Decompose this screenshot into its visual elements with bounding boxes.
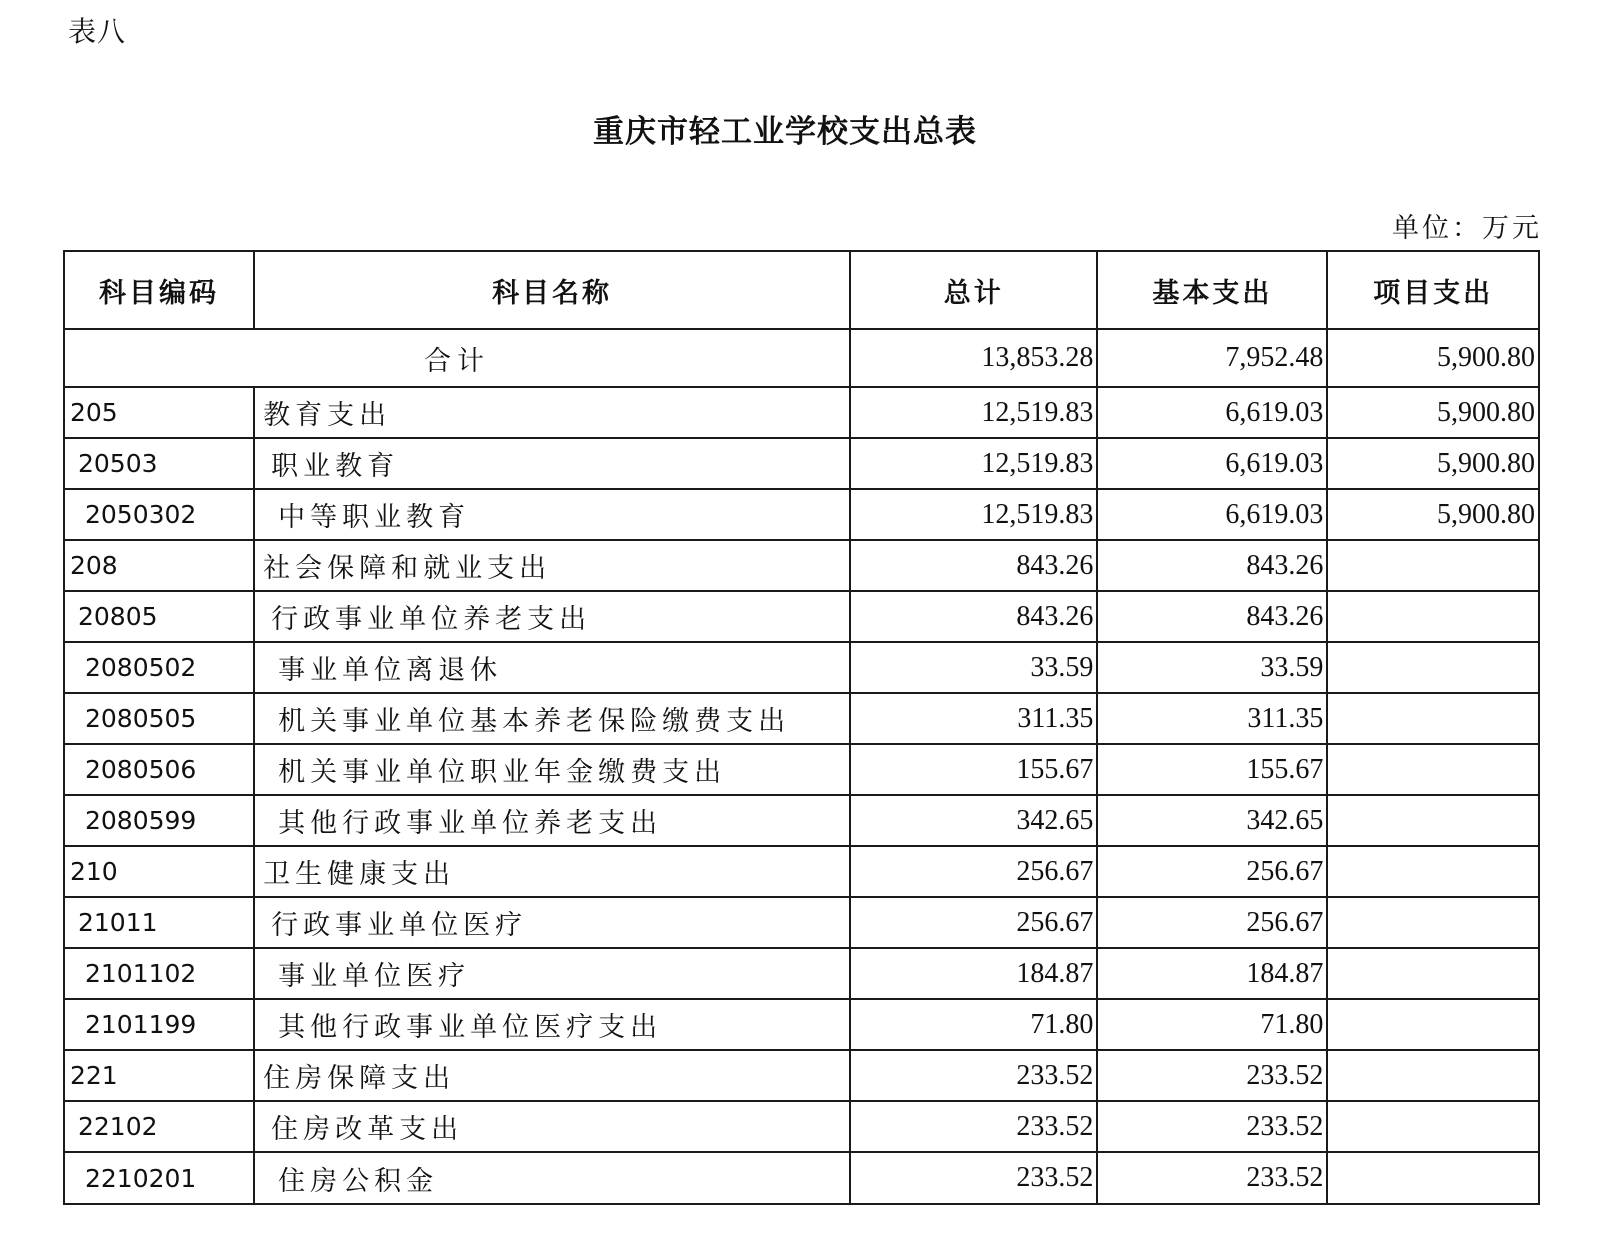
name-cell: 其他行政事业单位养老支出: [254, 795, 850, 846]
table-row: [64, 489, 1539, 540]
name-cell: 中等职业教育: [254, 489, 850, 540]
total-cell: 12,519.83: [850, 387, 1097, 438]
basic-cell: 33.59: [1097, 642, 1327, 693]
total-cell: 71.80: [850, 999, 1097, 1050]
table-row: [64, 1101, 1539, 1152]
code-cell: 210: [64, 846, 254, 897]
name-cell: 机关事业单位基本养老保险缴费支出: [254, 693, 850, 744]
table-row: [64, 999, 1539, 1050]
project-cell: [1327, 948, 1539, 999]
project-cell: [1327, 591, 1539, 642]
project-cell: [1327, 1152, 1539, 1204]
name-cell: 教育支出: [254, 387, 850, 438]
table-number-label: 表八: [68, 17, 127, 48]
table-row: [64, 540, 1539, 591]
name-cell: 住房保障支出: [254, 1050, 850, 1101]
basic-cell: 71.80: [1097, 999, 1327, 1050]
name-cell: 卫生健康支出: [254, 846, 850, 897]
basic-cell: 6,619.03: [1097, 489, 1327, 540]
total-cell: 12,519.83: [850, 438, 1097, 489]
name-cell: 职业教育: [254, 438, 850, 489]
total-cell: 184.87: [850, 948, 1097, 999]
code-cell: 2101102: [64, 948, 254, 999]
total-cell: 233.52: [850, 1152, 1097, 1204]
total-cell: 311.35: [850, 693, 1097, 744]
name-cell: 机关事业单位职业年金缴费支出: [254, 744, 850, 795]
project-cell: [1327, 897, 1539, 948]
table-row: [64, 438, 1539, 489]
name-cell: 事业单位医疗: [254, 948, 850, 999]
project-cell: [1327, 693, 1539, 744]
code-cell: 2080599: [64, 795, 254, 846]
project-cell: 5,900.80: [1327, 489, 1539, 540]
name-cell: 其他行政事业单位医疗支出: [254, 999, 850, 1050]
column-header-total: 总计: [850, 251, 1097, 329]
column-header-name: 科目名称: [254, 251, 850, 329]
project-cell: [1327, 846, 1539, 897]
code-cell: 20805: [64, 591, 254, 642]
table-row: [64, 948, 1539, 999]
total-cell: 12,519.83: [850, 489, 1097, 540]
total-basic-cell: 7,952.48: [1097, 329, 1327, 387]
basic-cell: 233.52: [1097, 1152, 1327, 1204]
column-header-code: 科目编码: [64, 251, 254, 329]
code-cell: 2050302: [64, 489, 254, 540]
basic-cell: 843.26: [1097, 540, 1327, 591]
code-cell: 2080506: [64, 744, 254, 795]
code-cell: 21011: [64, 897, 254, 948]
basic-cell: 6,619.03: [1097, 387, 1327, 438]
table-row: [64, 1152, 1539, 1204]
total-sum-cell: 13,853.28: [850, 329, 1097, 387]
code-cell: 208: [64, 540, 254, 591]
code-cell: 2101199: [64, 999, 254, 1050]
project-cell: 5,900.80: [1327, 438, 1539, 489]
code-cell: 2210201: [64, 1152, 254, 1204]
project-cell: [1327, 795, 1539, 846]
total-cell: 843.26: [850, 591, 1097, 642]
code-cell: 205: [64, 387, 254, 438]
table-header-row: [64, 251, 1539, 329]
column-header-project: 项目支出: [1327, 251, 1539, 329]
basic-cell: 311.35: [1097, 693, 1327, 744]
name-cell: 社会保障和就业支出: [254, 540, 850, 591]
table-row: [64, 642, 1539, 693]
code-cell: 2080502: [64, 642, 254, 693]
table-row: [64, 846, 1539, 897]
basic-cell: 155.67: [1097, 744, 1327, 795]
name-cell: 住房改革支出: [254, 1101, 850, 1152]
column-header-basic: 基本支出: [1097, 251, 1327, 329]
basic-cell: 843.26: [1097, 591, 1327, 642]
code-cell: 22102: [64, 1101, 254, 1152]
basic-cell: 342.65: [1097, 795, 1327, 846]
project-cell: [1327, 1050, 1539, 1101]
total-cell: 33.59: [850, 642, 1097, 693]
basic-cell: 256.67: [1097, 846, 1327, 897]
basic-cell: 233.52: [1097, 1101, 1327, 1152]
table-row: [64, 1050, 1539, 1101]
total-cell: 256.67: [850, 846, 1097, 897]
code-cell: 20503: [64, 438, 254, 489]
expenditure-table: [63, 250, 1540, 1205]
project-cell: 5,900.80: [1327, 387, 1539, 438]
table-row: [64, 897, 1539, 948]
code-cell: 221: [64, 1050, 254, 1101]
table-row: [64, 795, 1539, 846]
basic-cell: 233.52: [1097, 1050, 1327, 1101]
total-label: 合计: [64, 329, 850, 387]
table-row: [64, 744, 1539, 795]
unit-label: 单位：万元: [1392, 213, 1542, 243]
table-row: [64, 387, 1539, 438]
table-body: [64, 329, 1539, 1204]
total-project-cell: 5,900.80: [1327, 329, 1539, 387]
project-cell: [1327, 744, 1539, 795]
basic-cell: 184.87: [1097, 948, 1327, 999]
total-cell: 342.65: [850, 795, 1097, 846]
code-cell: 2080505: [64, 693, 254, 744]
name-cell: 行政事业单位医疗: [254, 897, 850, 948]
name-cell: 住房公积金: [254, 1152, 850, 1204]
total-cell: 155.67: [850, 744, 1097, 795]
name-cell: 行政事业单位养老支出: [254, 591, 850, 642]
total-cell: 233.52: [850, 1050, 1097, 1101]
total-cell: 843.26: [850, 540, 1097, 591]
project-cell: [1327, 1101, 1539, 1152]
document-title: 重庆市轻工业学校支出总表: [593, 114, 977, 149]
total-cell: 233.52: [850, 1101, 1097, 1152]
total-cell: 256.67: [850, 897, 1097, 948]
table-row: [64, 693, 1539, 744]
project-cell: [1327, 999, 1539, 1050]
table-row: [64, 591, 1539, 642]
project-cell: [1327, 540, 1539, 591]
name-cell: 事业单位离退休: [254, 642, 850, 693]
basic-cell: 6,619.03: [1097, 438, 1327, 489]
project-cell: [1327, 642, 1539, 693]
basic-cell: 256.67: [1097, 897, 1327, 948]
total-row: [64, 329, 1539, 387]
